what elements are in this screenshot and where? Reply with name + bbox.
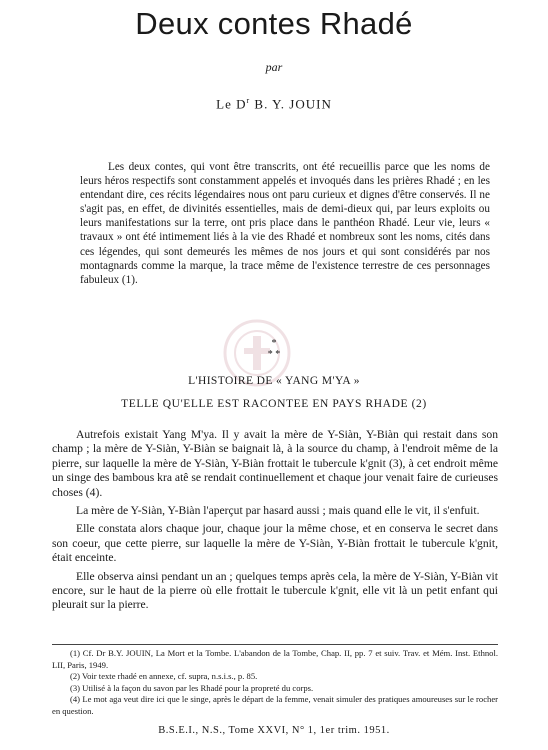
footnote: (2) Voir texte rhadé en annexe, cf. supra, n.s.i.s., p. 85. [70, 671, 258, 682]
author-prefix: Le D [216, 96, 247, 112]
footnote-divider [52, 644, 498, 645]
separator-line-1: * [271, 338, 277, 349]
body-paragraph: Elle observa ainsi pendant un an ; quelques temps après cela, la mère de Y-Siàn, Y-Biàn vit encore, sur le haut de la pierre où elle frottait le tubercule k'gnit, elle vit là un petit enfant qui pleurait sur la pierre. [52, 569, 498, 612]
section-separator [0, 338, 548, 360]
by-label: par [265, 60, 283, 74]
author-name: B. Y. JOUIN [250, 96, 332, 112]
separator-line-2: * * [267, 349, 281, 360]
intro-paragraph: Les deux contes, qui vont être transcrits, ont été recueillis parce que les noms de leurs héros respectifs sont constamment appelés et invoqués dans les prières Rhadé ; en les entendant dire, ces récits légendaires nous ont paru curieux et dignes d'être conservés. Il ne s'agit pas, en effet, de divinités essentielles, mais de demi-dieux qui, par leurs exploits ou leurs manifestations sur la terre, ont pris place dans le panthéon Rhadé. Leur vie, leurs « travaux » ont été intimement liés à la vie des Rhadé et nombreux sont les noms, cités dans ces légendes, qui sont demeurés les mêmes de nos jours et qui sont considérés par nos montagnards comme la marque, la trace même de l'existence terrestre de ces personnages fabuleux (1). [80, 161, 490, 286]
body-paragraph: Autrefois existait Yang M'ya. Il y avait la mère de Y-Siàn, Y-Biàn qui restait dans son champ ; la mère de Y-Siàn, Y-Biàn se baignait là, à la source du champ, à l'endroit même de la pierre, sur laquelle la mère de Y-Siàn, Y-Biàn frottait le tubercule k'gnit (3), à cet endroit même un singe des bambous kra atê se rendait continuellement et chaque jour venait faire de curieuses choses (4). [52, 428, 498, 499]
section-heading: L'HISTOIRE DE « YANG M'YA » [188, 375, 360, 387]
footnote: (1) Cf. Dr B.Y. JOUIN, La Mort et la Tombe. L'abandon de la Tombe, Chap. II, pp. 7 et suiv. Trav. et Mém. Inst. Ethnol. LII, Paris, 1949. [52, 648, 498, 670]
story-body [52, 428, 498, 617]
section-subheading: TELLE QU'ELLE EST RACONTEE EN PAYS RHADE (2) [121, 398, 427, 410]
body-paragraph: La mère de Y-Siàn, Y-Biàn l'aperçut par hasard aussi ; mais quand elle le vit, il s'enfuit. [76, 504, 480, 518]
body-paragraph: Elle constata alors chaque jour, chaque jour la même chose, et en conserva le secret dans son coeur, que cette pierre, sur laquelle la mère de Y-Siàn, Y-Biàn frottait le tubercule k'gnit, était enceinte. [52, 522, 498, 565]
author-title-sup: r [246, 96, 251, 105]
article-title: Deux contes Rhadé [135, 6, 413, 41]
author-line [0, 96, 548, 112]
footnotes [52, 648, 498, 718]
footnote: (3) Utilisé à la façon du savon par les Rhadé pour la propreté du corps. [70, 682, 314, 693]
footnote: (4) Le mot aga veut dire ici que le singe, après le départ de la femme, venait simuler des pratiques amoureuses sur le rocher en question. [52, 694, 498, 716]
page-footer: B.S.E.I., N.S., Tome XXVI, N° 1, 1er trim. 1951. [158, 725, 390, 736]
